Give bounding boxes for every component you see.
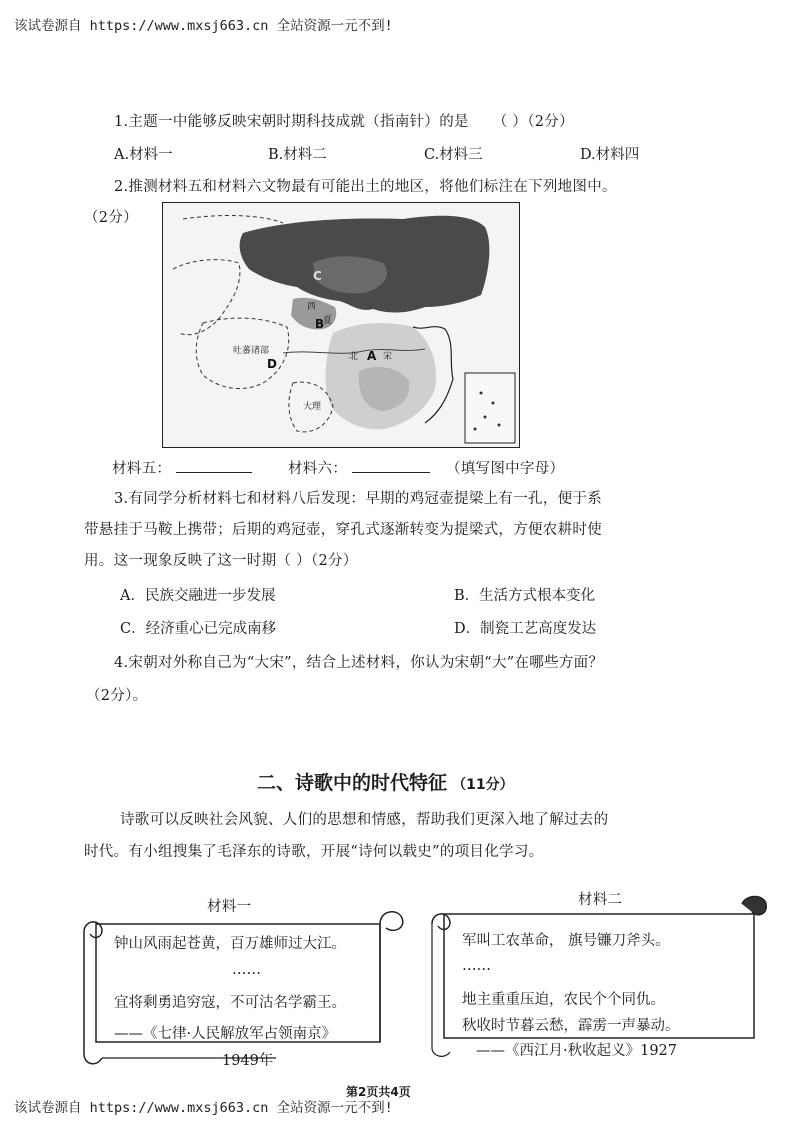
map-drawing <box>163 203 519 447</box>
question-4-line1: 4.宋朝对外称自己为“大宋”，结合上述材料，你认为宋朝“大”在哪些方面？ <box>114 655 604 671</box>
q3-option-c: C．经济重心已完成南移 <box>120 621 277 637</box>
map-letter-a: A <box>367 349 377 363</box>
question-2-stem: 2.推测材料五和材料六文物最有可能出土的地区，将他们标注在下列地图中。 <box>114 179 617 195</box>
material-1-year: 1949年 <box>222 1053 274 1069</box>
question-1-stem <box>114 110 574 131</box>
material-1-line2: 宜将剩勇追穷寇，不可沽名学霸王。 <box>114 995 346 1011</box>
material-1-label: 材料一 <box>207 899 252 915</box>
q1-option-c: C.材料三 <box>424 147 483 163</box>
watermark-top: 该试卷源自 https://www.mxsj663.cn 全站资源一元不到! <box>14 18 393 34</box>
q1-option-b: B.材料二 <box>268 147 327 163</box>
map-figure <box>162 202 520 448</box>
q1-option-a: A.材料一 <box>114 147 173 163</box>
question-1-paren: （ ）（2分） <box>492 114 574 130</box>
q2-label-5: 材料五： <box>112 461 172 477</box>
q1-option-d: D.材料四 <box>580 147 640 163</box>
material-2-line3: 秋收时节暮云愁，霹雳一声暴动。 <box>462 1018 680 1034</box>
q2-blank-6[interactable] <box>352 458 430 473</box>
q3-option-a: A．民族交融进一步发展 <box>120 588 276 604</box>
question-4-line2: （2分）。 <box>86 688 148 704</box>
q2-answer-line <box>112 457 564 478</box>
material-1-line1: 钟山风雨起苍黄，百万雄师过大江。 <box>114 936 346 952</box>
q2-label-6: 材料六： <box>287 461 348 477</box>
question-3-line1: 3.有同学分析材料七和材料八后发现：早期的鸡冠壶提梁上有一孔，便于系 <box>114 491 603 507</box>
map-label-bei: 北 <box>349 352 359 362</box>
material-1-source: ——《七律·人民解放军占领南京》 <box>114 1026 337 1042</box>
material-2-line1: 军叫工农革命， 旗号镰刀斧头。 <box>462 933 670 949</box>
material-1-ellipsis: …… <box>232 962 261 978</box>
section-2-intro-line1: 诗歌可以反映社会风貌、人们的思想和情感，帮助我们更深入地了解过去的 <box>120 812 609 828</box>
q3-option-d: D．制瓷工艺高度发达 <box>454 621 597 637</box>
q2-hint: （填写图中字母） <box>445 461 565 477</box>
page-number: 第2页共4页 <box>346 1085 411 1099</box>
map-letter-d: D <box>267 357 277 371</box>
section-2-score: （11分） <box>452 777 514 793</box>
q3-option-b: B．生活方式根本变化 <box>454 588 596 604</box>
scroll-frame-2 <box>424 892 774 1062</box>
material-2-label: 材料二 <box>578 892 623 908</box>
map-label-song: 宋 <box>383 352 393 362</box>
question-3-line3: 用。这一现象反映了这一时期（ ）（2分） <box>84 553 358 569</box>
question-1-text: 1.主题一中能够反映宋朝时期科技成就（指南针）的是 <box>114 114 469 130</box>
map-label-xi: 西 <box>307 302 317 312</box>
question-2-score: （2分） <box>84 210 138 226</box>
map-letter-c: C <box>313 269 322 283</box>
watermark-bottom: 该试卷源自 https://www.mxsj663.cn 全站资源一元不到! <box>14 1100 393 1116</box>
map-label-tubo: 吐蕃诸部 <box>233 346 270 356</box>
q2-blank-5[interactable] <box>176 458 252 473</box>
question-3-line2: 带悬挂于马鞍上携带；后期的鸡冠壶，穿孔式逐渐转变为提梁式，方便农耕时使 <box>84 522 602 538</box>
material-2-source: ——《西江月·秋收起义》1927 <box>476 1043 678 1059</box>
material-2-line2: 地主重重压迫，农民个个同仇。 <box>462 992 665 1008</box>
section-2-title: 二、诗歌中的时代特征 <box>257 772 448 794</box>
section-2-intro-line2: 时代。有小组搜集了毛泽东的诗歌，开展“诗何以载史”的项目化学习。 <box>84 844 544 860</box>
map-letter-b: B <box>315 317 325 331</box>
map-label-dali: 大理 <box>303 402 322 412</box>
map-label-xia: 夏 <box>323 316 333 326</box>
section-2-heading <box>257 768 514 795</box>
material-2-ellipsis: …… <box>462 958 491 974</box>
